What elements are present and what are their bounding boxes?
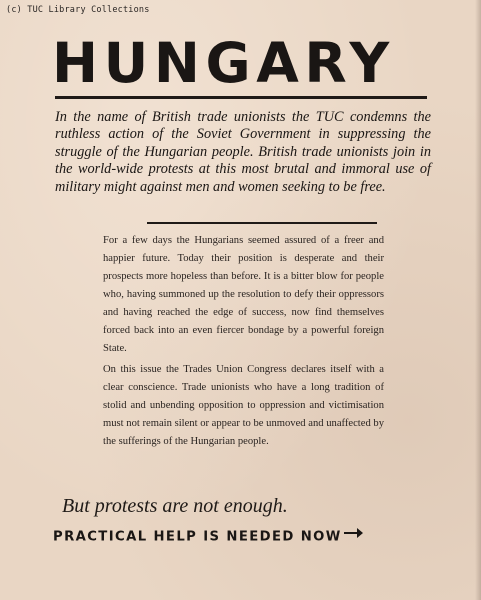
lead-statement: In the name of British trade unionists the TUC condemns the ruthless action of the Soviet Government in suppressing the struggle of the Hungarian people. British trade unionists join in the world-wide protests at this most brutal and immoral use of military might against men and women seeking to be free. [55,109,431,195]
arrow-right-icon [344,526,364,547]
lead-divider [147,222,377,224]
call-to-action-text: PRACTICAL HELP IS NEEDED NOW [53,529,342,545]
page-edge-shadow [475,0,481,600]
body-paragraph-2: On this issue the Trades Union Congress declares itself with a clear conscience. Trade unionists who have a long tradition of stolid and unbending opposition to oppression and victimisation must not remain silent or appear to be unmoved and unaffected by the sufferings of the Hungarian people. [103,364,384,447]
image-credit: (c) TUC Library Collections [6,5,150,15]
closing-line: But protests are not enough. [62,495,288,517]
body-text [103,232,384,454]
poster-title: HUNGARY [52,31,395,95]
call-to-action [53,526,383,548]
body-paragraph-1: For a few days the Hungarians seemed assured of a freer and happier future. Today their position is desperate and their prospects more hopeless than before. It is a bitter blow for people who, having summoned up the resolution to defy their oppressors and having reached the edge of success, now find themselves forced back into an even fiercer bondage by a powerful foreign State. [103,235,384,354]
title-underline [55,96,427,99]
